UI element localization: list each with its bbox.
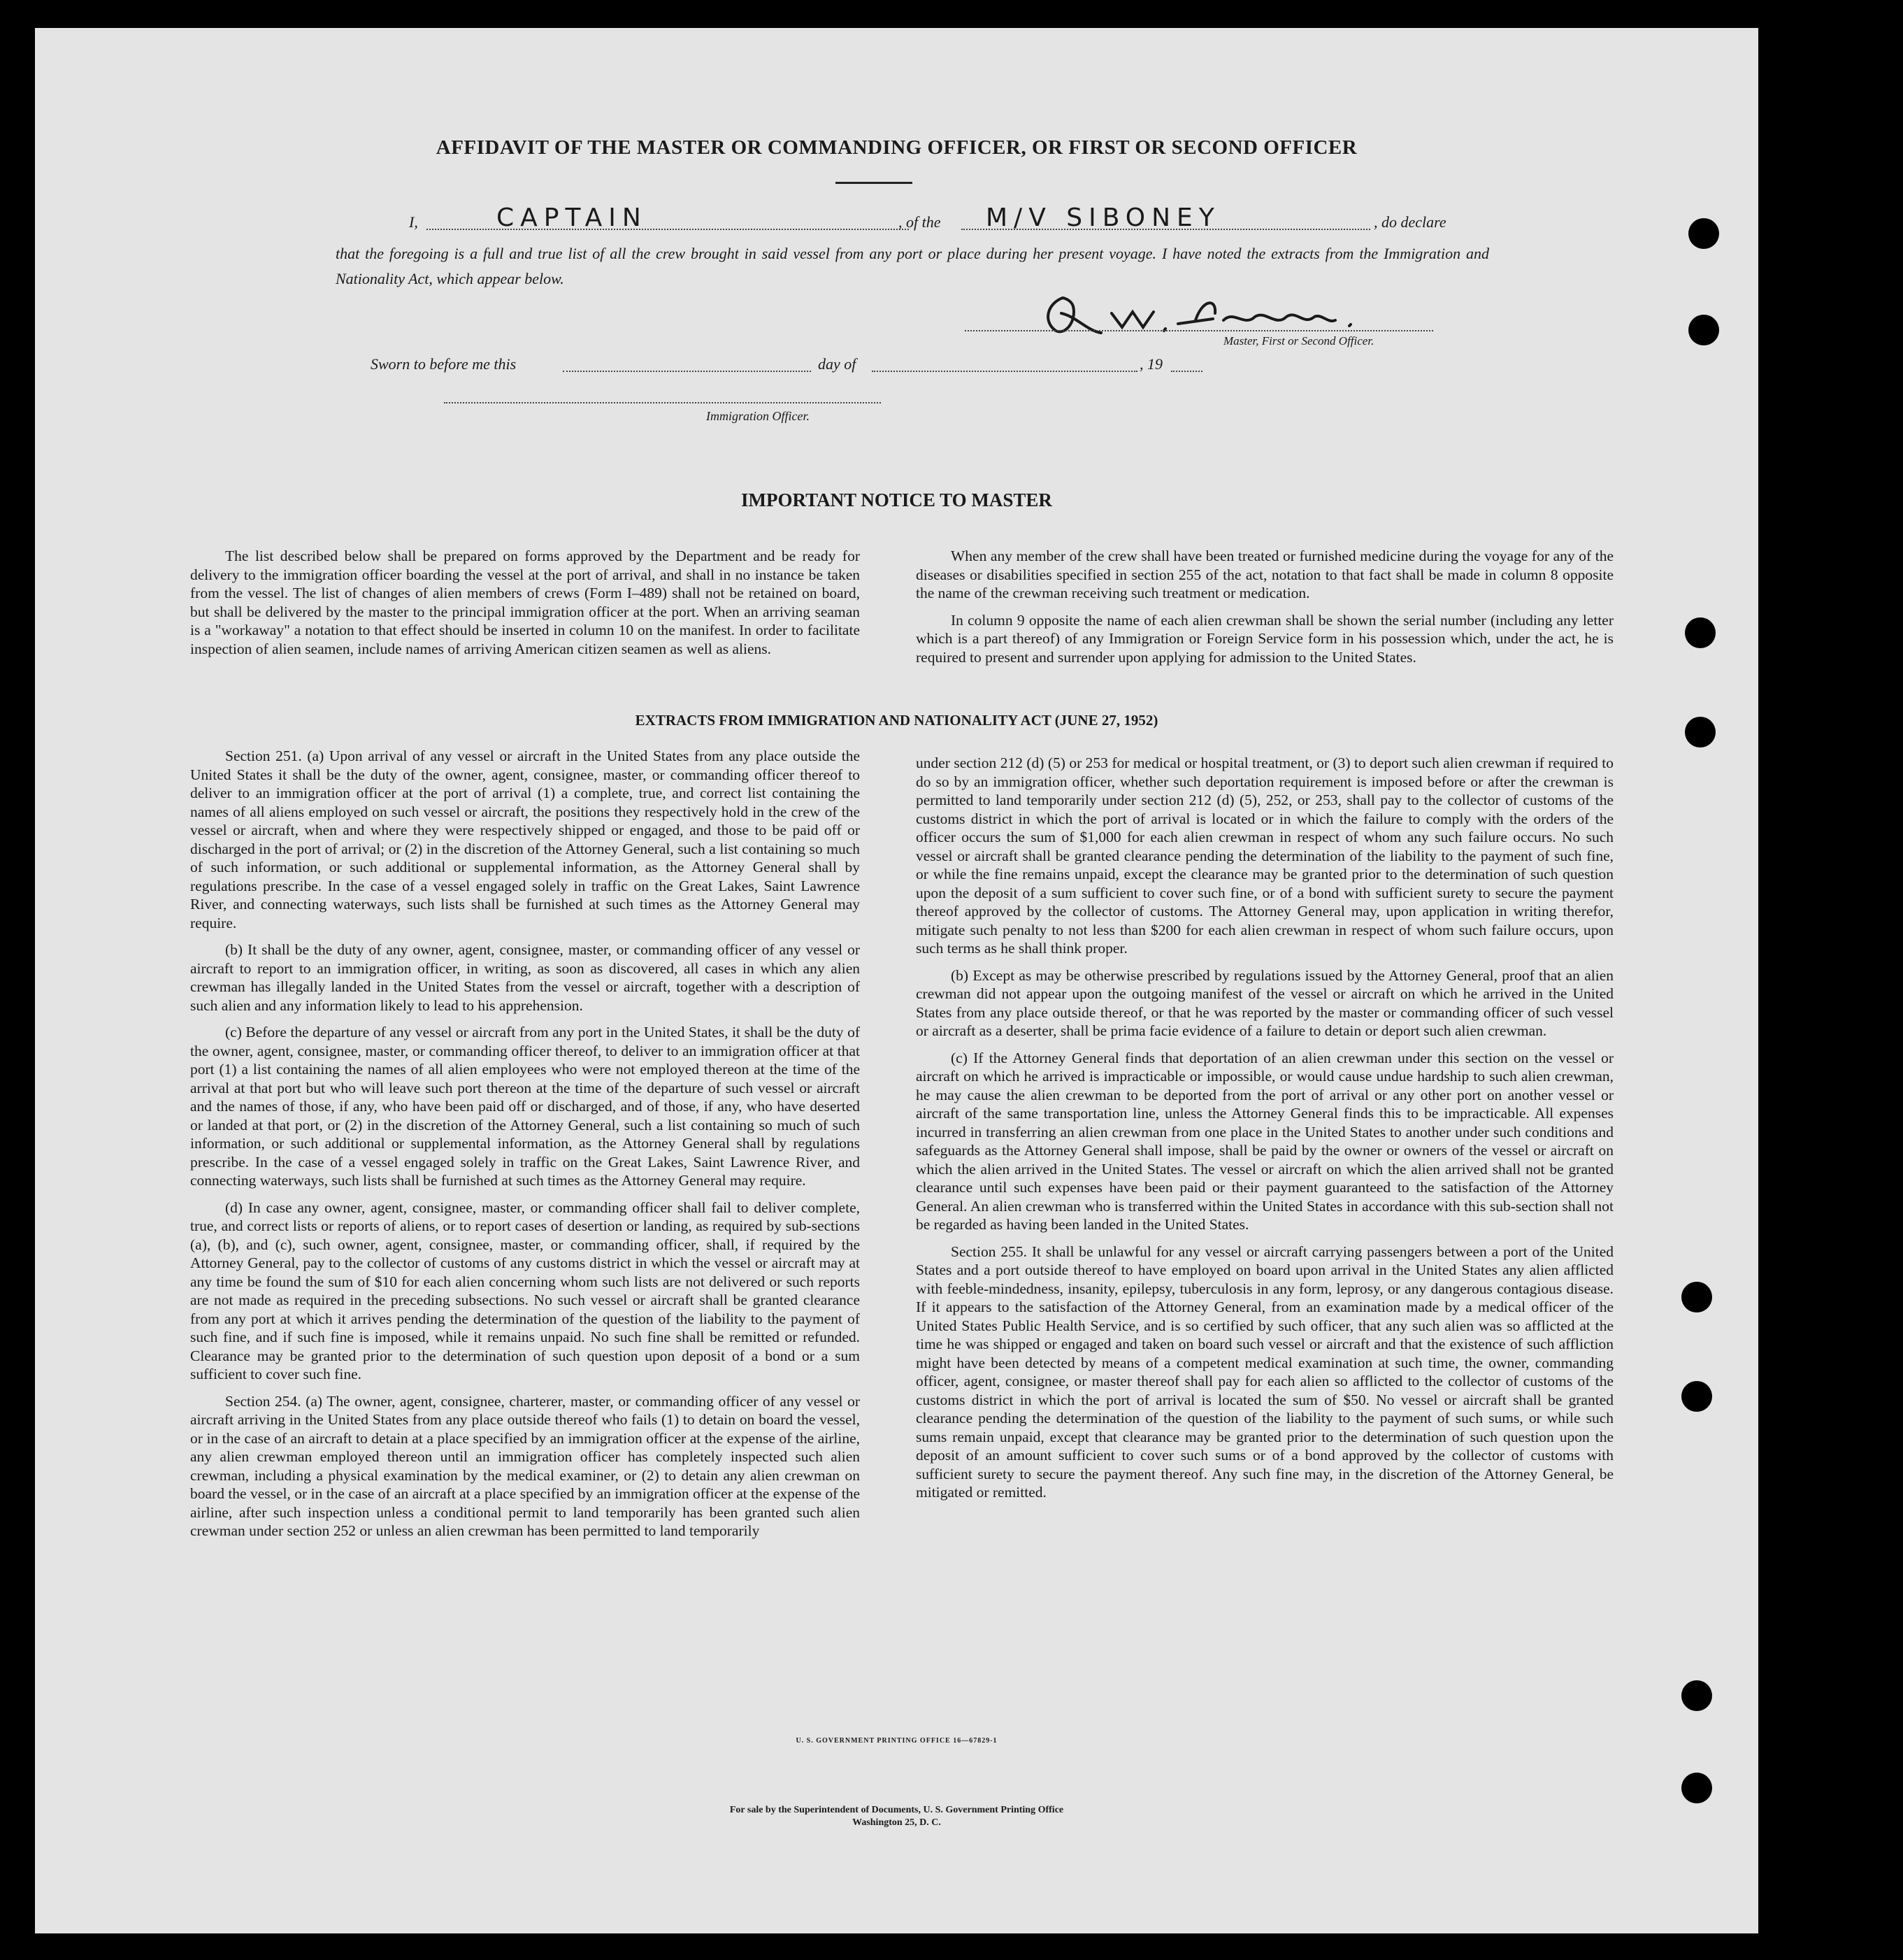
extract-paragraph: (c) Before the departure of any vessel or aircraft from any port in the United States, it shall be the duty of the owner, agent, consignee, master, or commanding officer thereof, to deliver to an immigration officer at that port (1) a list containing the names of all alien employees who were not employed thereon at the time of the arrival at that port but who will leave such port thereon at the time of the departure of such vessel or aircraft and the names of those, if any, who have been paid off or discharged, and of those, if any, who have deserted or landed at that port, or (2) in the discretion of the Attorney General, such a list containing so much of such information, or such additional or supplemental information, as the Attorney General shall by regulations prescribe. In the case of a vessel engaged solely in traffic on the Great Lakes, Saint Lawrence River, and connecting waterways, such lists shall be furnished at such times as the Attorney General may require. [190, 1024, 860, 1189]
do-declare-label: , do declare [1374, 213, 1446, 231]
vessel-field-value: M/V SIBONEY [986, 203, 1221, 232]
affidavit-title: AFFIDAVIT OF THE MASTER OR COMMANDING OFFICER, OR FIRST OR SECOND OFFICER [436, 136, 1358, 159]
extract-paragraph: Section 254. (a) The owner, agent, consignee, charterer, master, or commanding officer of any vessel or aircraft arriving in the United States from any place outside thereof who fails (1) to detain on board the vessel, or in the case of an aircraft to detain at a place specified by an immigration officer at the expense of the airline, any alien crewman employed thereon until an immigration officer has completely inspected such alien crewman, including a physical examination by the medical examiner, or (2) to detain any alien crewman on board the vessel, or in the case of an aircraft at a place specified by an immigration officer at the expense of the airline, after such inspection unless a conditional permit to land temporarily has been granted such alien crewman under section 252 or unless an alien crewman has been permitted to land temporarily [190, 1392, 860, 1539]
binder-hole [1688, 218, 1719, 249]
binder-hole [1685, 717, 1716, 747]
extracts-right-column [916, 754, 1614, 1510]
extract-paragraph: (b) It shall be the duty of any owner, agent, consignee, master, or commanding officer of any vessel or aircraft to report to an immigration officer, in writing, as soon as discovered, all cases in which any alien crewman has illegally landed in the United States from the vessel or aircraft, together with a description of such alien and any information likely to lead to his apprehension. [190, 941, 860, 1014]
signature-line [965, 330, 1433, 331]
title-divider [835, 182, 912, 184]
binder-hole [1685, 617, 1716, 648]
gpo-print-line: U. S. GOVERNMENT PRINTING OFFICE 16—67829-1 [796, 1737, 998, 1745]
signature-caption: Master, First or Second Officer. [1223, 334, 1374, 348]
extract-paragraph: Section 255. It shall be unlawful for any vessel or aircraft carrying passengers between a port of the United States and a port outside thereof to have employed on board upon arrival in the United States any alien afflicted with feeble-mindedness, insanity, epilepsy, tuberculosis in any form, leprosy, or any dangerous contagious disease. If it appears to the satisfaction of the Attorney General, from an examination made by a medical officer of the United States Public Health Service, and is so certified by such officer, that any such alien was so afflicted at the time he was shipped or engaged and taken on board such vessel or aircraft and that the existence of such affliction might have been detected by means of a competent medical examination at such time, the owner, commanding officer, agent, consignee, or master thereof shall pay for each alien so afflicted to the collector of customs of the customs district in which the port of arrival is located the sum of $50. No vessel or aircraft shall be granted clearance pending the determination of the question of the liability to the payment of such sums, or while such sums remain unpaid, except that clearance may be granted prior to the determination of such question upon the deposit of an amount sufficient to cover such sums or of a bond approved by the collector of customs with sufficient surety to secure the payment thereof. Any such fine may, in the discretion of the Attorney General, be mitigated or remitted. [916, 1243, 1614, 1501]
sworn-day-line [563, 371, 811, 372]
document-page [35, 28, 1758, 1933]
binder-hole [1681, 1680, 1712, 1711]
immigration-officer-caption: Immigration Officer. [706, 409, 810, 423]
day-of-label: day of [818, 355, 856, 373]
extracts-title: EXTRACTS FROM IMMIGRATION AND NATIONALITY ACT (JUNE 27, 1952) [635, 712, 1158, 729]
binder-hole [1681, 1773, 1712, 1803]
extracts-left-column [190, 747, 860, 1549]
notice-title: IMPORTANT NOTICE TO MASTER [741, 489, 1052, 510]
year-label: , 19 [1140, 355, 1163, 373]
notice-right-paragraph: In column 9 opposite the name of each alien crewman shall be shown the serial number (including any letter which is a part thereof) of any Immigration or Foreign Service form in his possession which, under the act, he is required to present and surrender upon applying for admission to the United States. [916, 611, 1614, 666]
i-label: I, [409, 213, 418, 231]
binder-hole [1681, 1381, 1712, 1412]
extract-paragraph: Section 251. (a) Upon arrival of any vessel or aircraft in the United States from any place outside the United States it shall be the duty of the owner, agent, consignee, master, or commanding officer thereof to deliver to an immigration officer at the port of arrival (1) a complete, true, and correct list containing the names of all aliens employed on such vessel or aircraft, the positions they respectively hold in the crew of the vessel or aircraft, when and where they were respectively shipped or engaged, and those to be paid off or discharged in the port of arrival; or (2) in the discretion of the Attorney General, such a list containing so much of such information, or such additional or supplemental information, as the Attorney General shall by regulations prescribe. In the case of a vessel engaged solely in traffic on the Great Lakes, Saint Lawrence River, and connecting waterways, such lists shall be furnished at such times as the Attorney General may require. [190, 747, 860, 931]
name-field-value: CAPTAIN [496, 203, 647, 232]
of-the-label: , of the [898, 213, 941, 231]
declaration-line [371, 203, 1489, 245]
extract-paragraph: (b) Except as may be otherwise prescribed by regulations issued by the Attorney General, proof that an alien crewman did not appear upon the outgoing manifest of the vessel or aircraft on which he arrived in the United States from any place outside thereof, or that he was reported by the master or commanding officer of such vessel or aircraft as a deserter, shall be prima facie evidence of a failure to detain or deport such alien crewman. [916, 966, 1614, 1039]
sworn-label: Sworn to before me this [371, 355, 517, 373]
sworn-month-line [872, 371, 1137, 372]
sale-line-1: For sale by the Superintendent of Documents, U. S. Government Printing Office [729, 1805, 1064, 1815]
notice-left-column [190, 547, 860, 666]
sworn-year-line [1171, 371, 1202, 372]
extract-paragraph: (c) If the Attorney General finds that deportation of an alien crewman under this section on the vessel or aircraft on which he arrived is impracticable or impossible, or would cause undue hardship to such alien crewman, he may cause the alien crewman to be deported from the port of arrival or any other port on another vessel or aircraft of the same transportation line, unless the Attorney General finds this to be impracticable. All expenses incurred in transferring an alien crewman from one place in the United States to another under such conditions and safeguards as the Attorney General shall impose, shall be paid by the owner or owners of the vessel or aircraft on which the alien arrived in the United States. The vessel or aircraft on which the alien arrived shall not be granted clearance until such expenses have been paid or their payment guaranteed to the satisfaction of the Attorney General. An alien crewman who is transferred within the United States in accordance with this sub-section shall not be regarded as having been landed in the United States. [916, 1049, 1614, 1233]
notice-right-column [916, 547, 1614, 675]
immigration-officer-line [444, 402, 881, 403]
declaration-text: that the foregoing is a full and true list of all the crew brought in said vessel from any port or place during her present voyage. I have noted the extracts from the Immigration and Nationality Act, which appear below. [336, 245, 1489, 287]
binder-hole [1688, 315, 1719, 345]
sale-notice [35, 1804, 1758, 1829]
notice-right-paragraph: When any member of the crew shall have been treated or furnished medicine during the voyage for any of the diseases or disabilities specified in section 255 of the act, notation to that fact shall be made in column 8 opposite the name of the crewman receiving such treatment or medication. [916, 548, 1614, 601]
extract-paragraph: under section 212 (d) (5) or 253 for medical or hospital treatment, or (3) to deport such alien crewman if required to do so by an immigration officer, whether such deportation requirement is imposed before or after the crewman is permitted to land temporarily under section 212 (d) (5), 252, or 253, shall pay to the collector of customs of the customs district in which the port of arrival is located or in which the failure to comply with the orders of the officer occurs the sum of $1,000 for each alien crewman in respect of whom any such failure occurs. No such vessel or aircraft shall be granted clearance pending the determination of the liability to the payment of such fine, or while the fine remains unpaid, except the clearance may be granted prior to the determination of such question upon the deposit of a sum sufficient to cover such fine, or of a bond with sufficient surety to secure the payment thereof approved by the collector of customs. The Attorney General may, upon application in writing therefor, mitigate such penalty to not less than $200 for each alien crewman in respect of whom such failure occurs, upon such terms as he shall think proper. [916, 754, 1614, 957]
notice-left-paragraph: The list described below shall be prepared on forms approved by the Department and be ready for delivery to the immigration officer boarding the vessel at the port of arrival, and shall in no instance be taken from the vessel. The list of changes of alien members of crews (Form I–489) shall not be retained on board, but shall be delivered by the master to the principal immigration officer at the port. When an arriving seaman is a "workaway" a notation to that effect should be inserted in column 10 on the manifest. In order to facilitate inspection of alien seamen, include names of arriving American citizen seamen as well as aliens. [190, 548, 860, 657]
sale-line-2: Washington 25, D. C. [852, 1817, 941, 1828]
binder-hole [1681, 1282, 1712, 1312]
extract-paragraph: (d) In case any owner, agent, consignee, master, or commanding officer shall fail to deliver complete, true, and correct lists or reports of aliens, or to report cases of desertion or landing, as required by sub-sections (a), (b), and (c), such owner, agent, consignee, master, or commanding officer, shall, if required by the Attorney General, pay to the collector of customs of any customs district in which the vessel or aircraft may at any time be found the sum of $10 for each alien concerning whom such lists are not delivered or such reports are not made as required in the preceding subsections. No such vessel or aircraft shall be granted clearance from any port at which it arrives pending the determination of the question of the liability to the payment of such fine, and if such fine is imposed, while it remains unpaid. No such fine shall be remitted or refunded. Clearance may be granted prior to the determination of such question upon deposit of a bond or a sum sufficient to cover such fine. [190, 1199, 860, 1382]
